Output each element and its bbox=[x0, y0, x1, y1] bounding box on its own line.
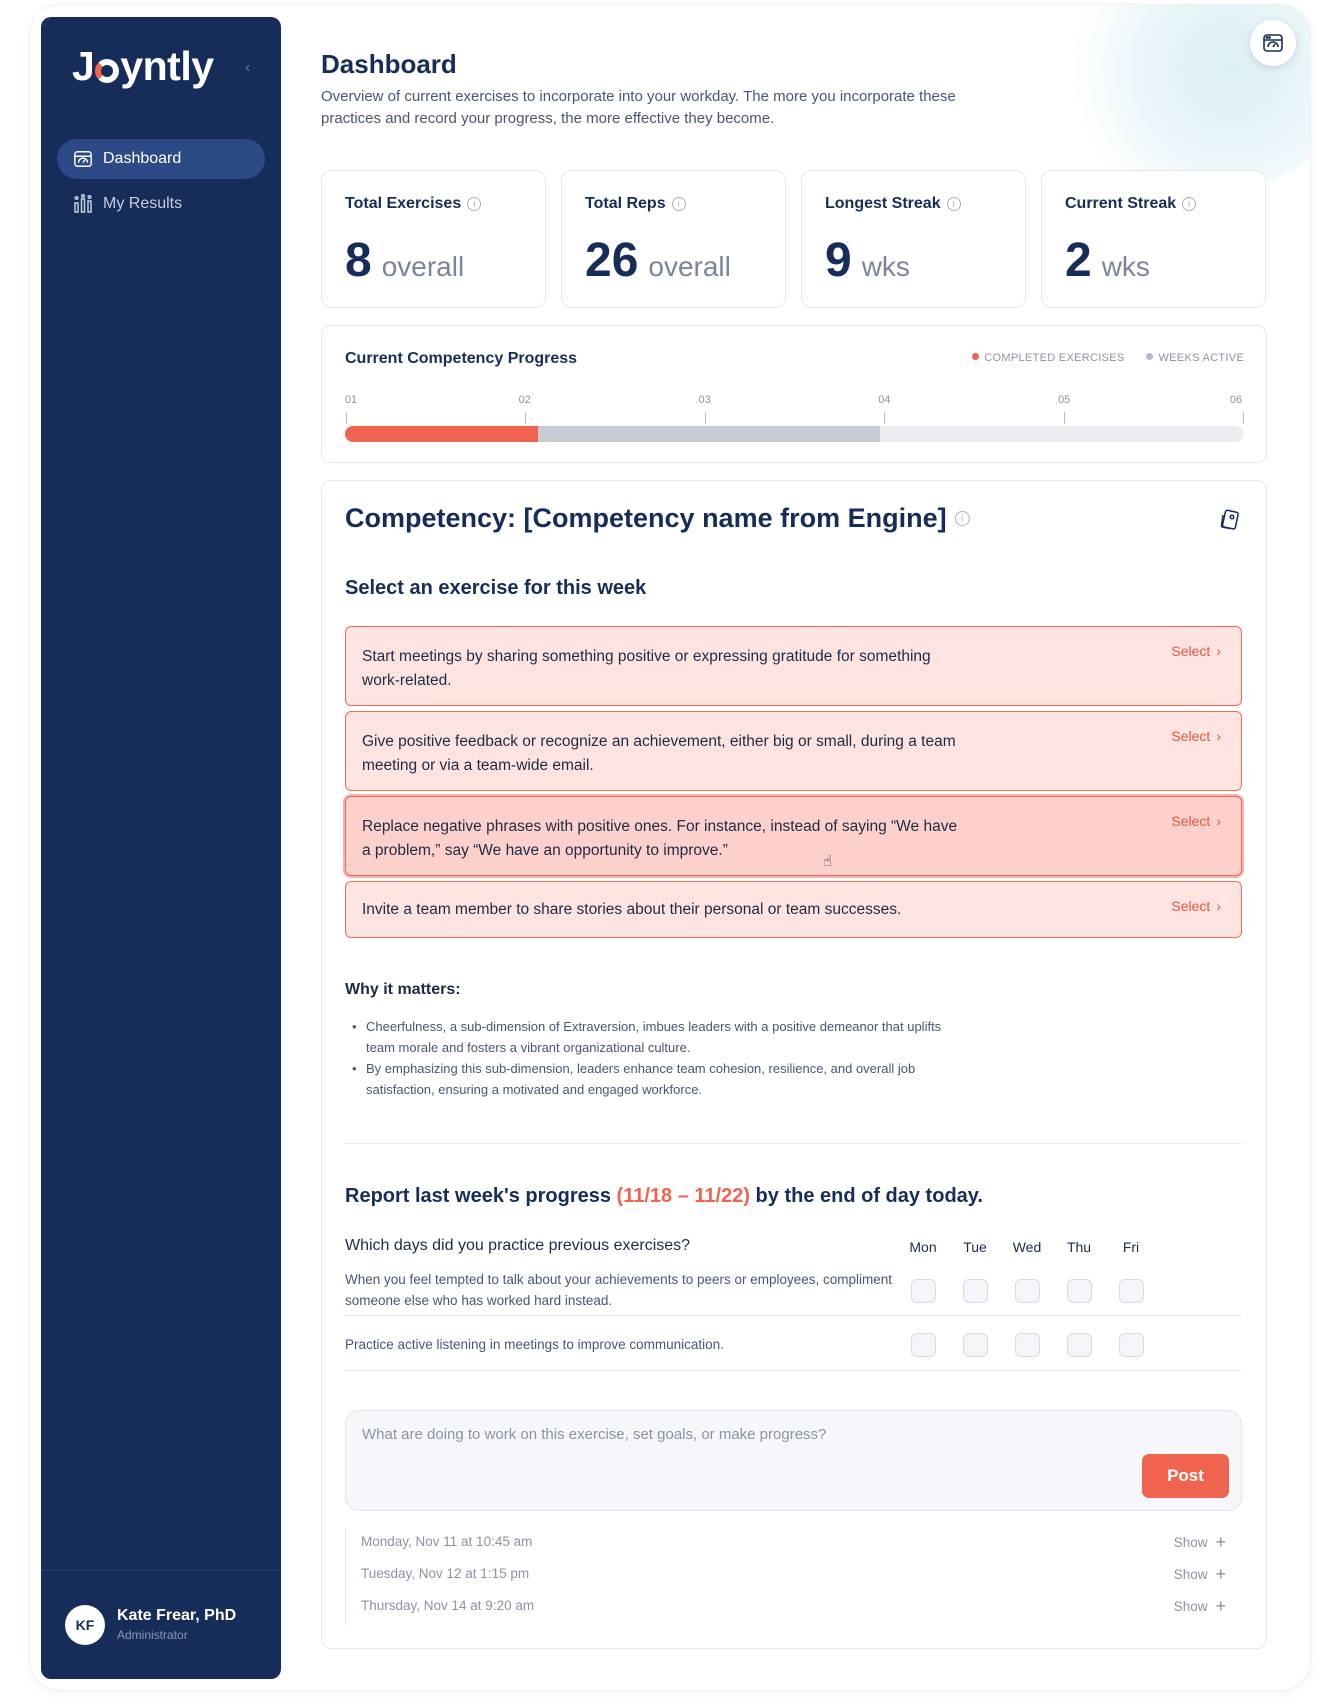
stat-label: Total Exercises bbox=[345, 195, 462, 212]
show-button[interactable]: Show + bbox=[1173, 1564, 1226, 1584]
user-role: Administrator bbox=[117, 1628, 188, 1642]
app-logo[interactable]: J yntly bbox=[72, 43, 214, 89]
stat-label: Current Streak bbox=[1065, 195, 1177, 212]
info-icon[interactable]: i bbox=[955, 511, 970, 526]
row-divider bbox=[345, 1370, 1242, 1371]
select-button[interactable]: Select › bbox=[1171, 643, 1221, 659]
sidebar-item-label: My Results bbox=[103, 195, 183, 212]
stat-label: Total Reps bbox=[585, 195, 666, 212]
sidebar-item-my-results[interactable] bbox=[57, 184, 265, 224]
stat-card-longest-streak bbox=[801, 170, 1026, 308]
cards-icon[interactable] bbox=[1218, 507, 1244, 533]
checkbox-tue[interactable] bbox=[963, 1333, 988, 1357]
info-icon[interactable]: i bbox=[467, 197, 481, 211]
tick-label: 04 bbox=[878, 394, 891, 406]
competency-title: Competency: [Competency name from Engine] bbox=[345, 503, 947, 533]
plus-icon: + bbox=[1215, 1532, 1226, 1552]
info-icon[interactable]: i bbox=[672, 197, 686, 211]
exercise-option[interactable] bbox=[345, 626, 1242, 706]
chevron-right-icon: › bbox=[1216, 898, 1221, 914]
checkbox-mon[interactable] bbox=[911, 1333, 936, 1357]
tick-mark bbox=[884, 412, 885, 424]
checkbox-tue[interactable] bbox=[963, 1279, 988, 1303]
exercise-text: Give positive feedback or recognize an achievement, either big or small, during a team meeting or via a team-wide email. bbox=[362, 733, 956, 774]
select-button[interactable]: Select › bbox=[1171, 813, 1221, 829]
chevron-right-icon: › bbox=[1216, 813, 1221, 829]
hand-cursor-icon: ☝ bbox=[823, 853, 833, 870]
progress-log bbox=[345, 1528, 1242, 1625]
report-heading: Report last week's progress (11/18 – 11/22) by the end of day today. bbox=[345, 1185, 983, 1207]
stat-value: 26 bbox=[585, 234, 639, 287]
progress-composer[interactable] bbox=[345, 1410, 1242, 1511]
show-button[interactable]: Show + bbox=[1173, 1532, 1226, 1552]
exercise-text: Invite a team member to share stories about their personal or team successes. bbox=[362, 901, 902, 918]
stat-label: Longest Streak bbox=[825, 195, 941, 212]
tick-mark bbox=[525, 412, 526, 424]
page-description: Overview of current exercises to incorporate into your workday. The more you incorporate these practices and record your progress, the more effective they become. bbox=[321, 88, 956, 127]
checkbox-wed[interactable] bbox=[1015, 1333, 1040, 1357]
exercise-option[interactable] bbox=[345, 711, 1242, 791]
bar-chart-icon bbox=[73, 194, 93, 214]
select-exercise-heading: Select an exercise for this week bbox=[345, 577, 647, 599]
collapse-sidebar-icon[interactable]: ‹ bbox=[245, 59, 251, 76]
section-divider bbox=[345, 1143, 1242, 1144]
tick-mark bbox=[346, 412, 347, 424]
stat-value: 2 bbox=[1065, 234, 1092, 287]
stat-unit: overall bbox=[381, 251, 465, 282]
stat-card-total-exercises bbox=[321, 170, 546, 308]
tick-label: 01 bbox=[344, 394, 358, 406]
exercise-option[interactable] bbox=[345, 881, 1242, 938]
exercise-option[interactable] bbox=[345, 796, 1242, 876]
sidebar-divider bbox=[41, 1570, 281, 1571]
legend-weeks: WEEKS ACTIVE bbox=[1146, 352, 1244, 364]
stat-card-total-reps bbox=[561, 170, 786, 308]
day-header: Tue bbox=[963, 1239, 987, 1255]
legend-completed: COMPLETED EXERCISES bbox=[972, 352, 1124, 364]
chevron-right-icon: › bbox=[1216, 728, 1221, 744]
dashboard-icon bbox=[1262, 32, 1284, 54]
checkbox-thu[interactable] bbox=[1067, 1279, 1092, 1303]
sidebar-item-dashboard[interactable] bbox=[57, 139, 265, 179]
info-icon[interactable]: i bbox=[1182, 197, 1196, 211]
tick-mark bbox=[1243, 412, 1244, 424]
logo-mark bbox=[95, 59, 119, 83]
dashboard-icon bbox=[73, 149, 93, 169]
list-item: • By emphasizing this sub-dimension, leaders enhance team cohesion, resilience, and overall job satisfaction, ensuring a motivated and engaged workforce. bbox=[345, 1058, 965, 1100]
chevron-right-icon: › bbox=[1216, 643, 1221, 659]
stat-unit: wks bbox=[861, 251, 910, 282]
competency-progress-card bbox=[321, 325, 1267, 463]
tick-mark bbox=[705, 412, 706, 424]
log-date: Monday, Nov 11 at 10:45 am bbox=[361, 1534, 533, 1549]
tick-label: 06 bbox=[1229, 394, 1243, 406]
checkbox-mon[interactable] bbox=[911, 1279, 936, 1303]
sidebar-item-label: Dashboard bbox=[103, 150, 182, 167]
exercise-text: Start meetings by sharing something positive or expressing gratitude for something work-related. bbox=[362, 648, 931, 689]
select-button[interactable]: Select › bbox=[1171, 898, 1221, 914]
progress-legend bbox=[972, 352, 1244, 364]
row-divider bbox=[345, 1315, 1242, 1316]
stat-card-current-streak bbox=[1041, 170, 1266, 308]
plus-icon: + bbox=[1215, 1564, 1226, 1584]
page-title: Dashboard bbox=[321, 49, 457, 79]
avatar[interactable]: KF bbox=[65, 1605, 105, 1645]
checkbox-fri[interactable] bbox=[1119, 1279, 1144, 1303]
day-header: Wed bbox=[1012, 1239, 1042, 1255]
exercise-text: Replace negative phrases with positive ones. For instance, instead of saying “We have a problem,” say “We have an opportunity to improve.” bbox=[362, 818, 958, 859]
show-button[interactable]: Show + bbox=[1173, 1596, 1226, 1616]
sidebar bbox=[41, 17, 281, 1679]
completed-fill bbox=[345, 426, 538, 442]
day-header: Mon bbox=[909, 1239, 937, 1255]
dashboard-shortcut-button[interactable] bbox=[1250, 20, 1296, 66]
day-header: Fri bbox=[1122, 1239, 1140, 1255]
log-entry bbox=[361, 1534, 1241, 1554]
log-date: Tuesday, Nov 12 at 1:15 pm bbox=[361, 1566, 530, 1581]
days-question: Which days did you practice previous exercises? bbox=[345, 1237, 691, 1254]
tick-label: 03 bbox=[698, 394, 711, 406]
tick-mark bbox=[1064, 412, 1065, 424]
select-button[interactable]: Select › bbox=[1171, 728, 1221, 744]
user-name: Kate Frear, PhD bbox=[117, 1607, 237, 1624]
log-entry bbox=[361, 1598, 1241, 1618]
tick-label: 05 bbox=[1058, 394, 1071, 406]
stat-unit: overall bbox=[648, 251, 731, 282]
competency-card bbox=[321, 480, 1267, 1649]
progress-track bbox=[345, 426, 1244, 442]
tick-label: 02 bbox=[518, 394, 531, 406]
progress-title: Current Competency Progress bbox=[345, 350, 578, 367]
plus-icon: + bbox=[1215, 1596, 1226, 1616]
stat-value: 9 bbox=[825, 234, 852, 287]
post-button[interactable]: Post bbox=[1142, 1454, 1229, 1498]
checkbox-fri[interactable] bbox=[1119, 1333, 1144, 1357]
checkbox-wed[interactable] bbox=[1015, 1279, 1040, 1303]
list-item: • Cheerfulness, a sub-dimension of Extraversion, imbues leaders with a positive demeanor that uplifts team morale and fosters a vibrant organizational culture. bbox=[345, 1016, 965, 1058]
day-header: Thu bbox=[1066, 1239, 1092, 1255]
info-icon[interactable]: i bbox=[947, 197, 961, 211]
checkbox-thu[interactable] bbox=[1067, 1333, 1092, 1357]
practice-row-text: When you feel tempted to talk about your achievements to peers or employees, compliment someone else who has worked hard instead. bbox=[345, 1272, 893, 1308]
composer-placeholder: What are doing to work on this exercise, set goals, or make progress? bbox=[362, 1426, 827, 1443]
log-entry bbox=[361, 1566, 1241, 1586]
why-it-matters-list bbox=[345, 1016, 965, 1100]
stat-value: 8 bbox=[345, 234, 372, 287]
stat-unit: wks bbox=[1101, 251, 1150, 282]
why-it-matters-heading: Why it matters: bbox=[345, 981, 461, 998]
log-date: Thursday, Nov 14 at 9:20 am bbox=[361, 1598, 535, 1613]
practice-row-text: Practice active listening in meetings to improve communication. bbox=[345, 1337, 724, 1352]
